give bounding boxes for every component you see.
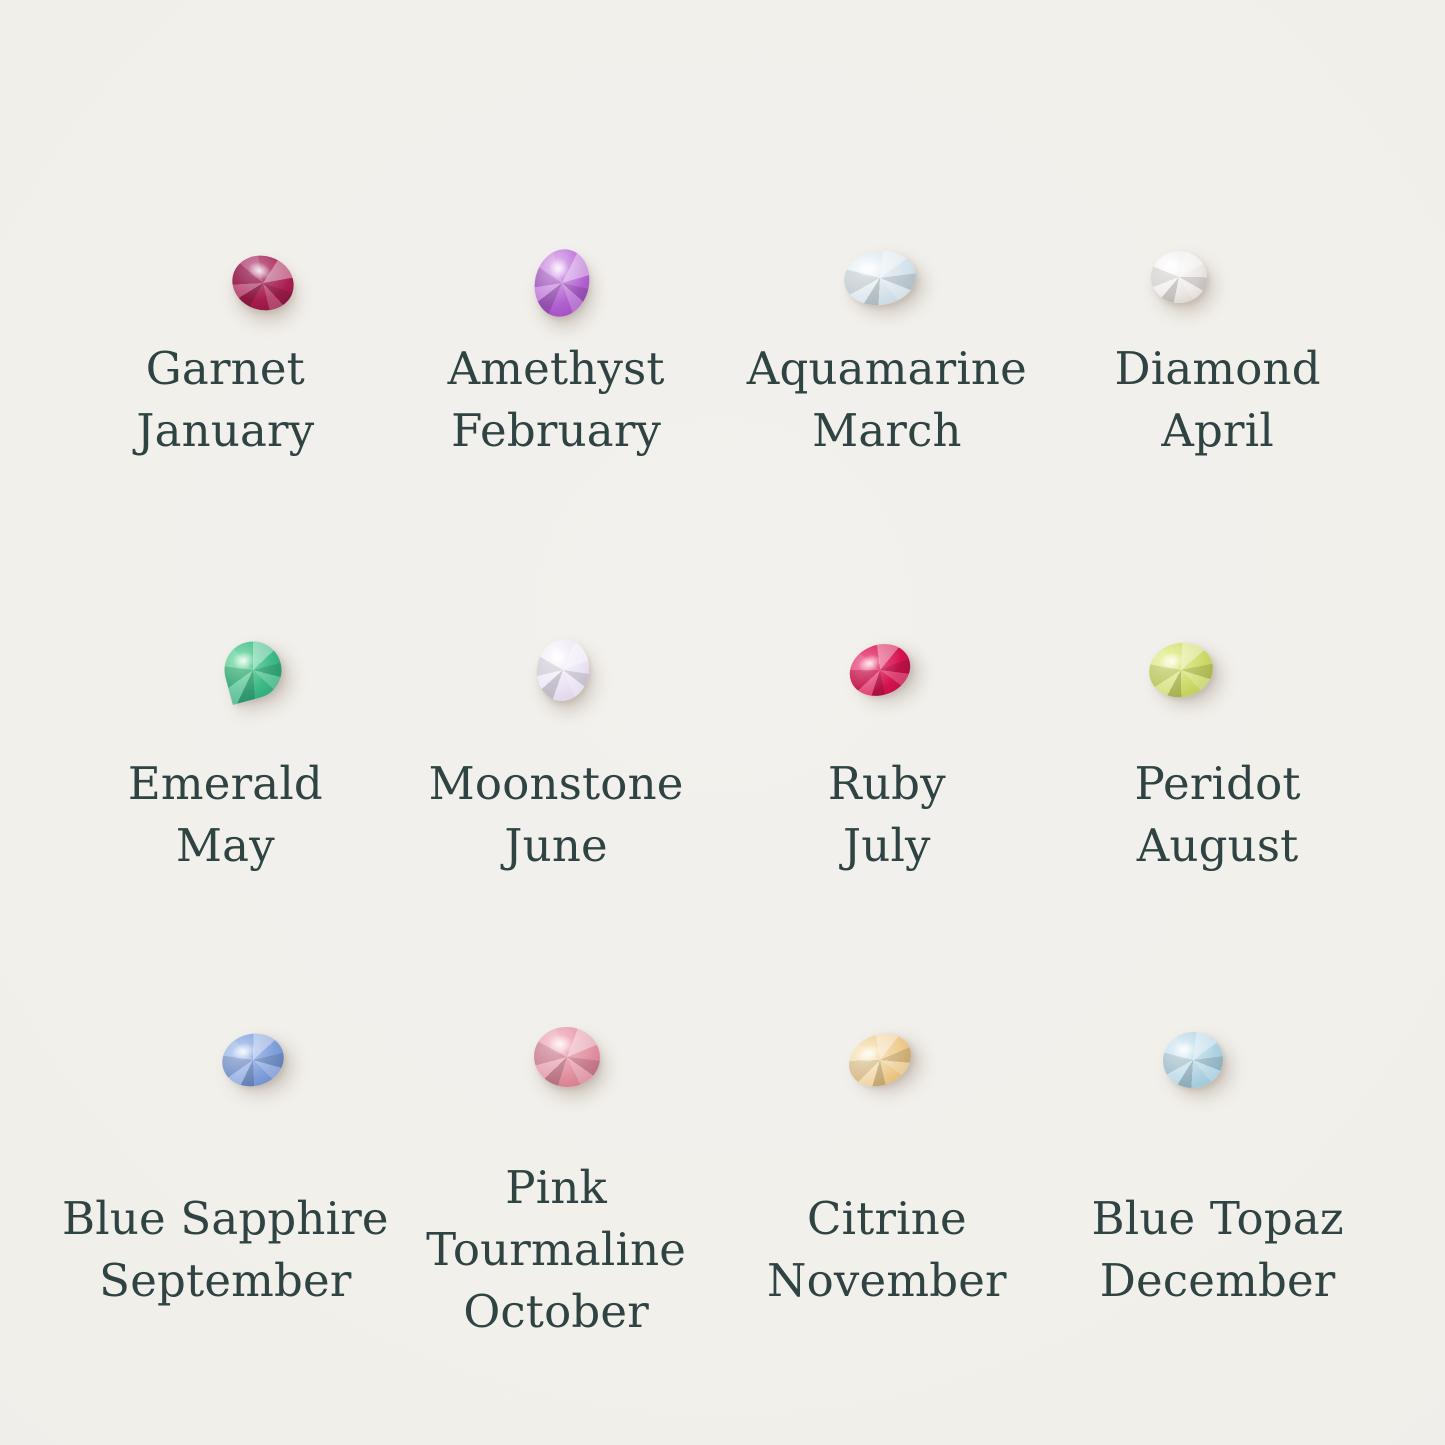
stone-name: Ruby — [827, 757, 946, 810]
aquamarine-gem-image — [840, 246, 919, 309]
blue-topaz-label — [1045, 1188, 1390, 1312]
emerald-label — [53, 753, 398, 877]
stone-month: April — [1161, 404, 1274, 457]
stone-month: October — [463, 1285, 649, 1338]
pink-tourmaline-gem-image — [531, 1024, 603, 1091]
stone-name: Diamond — [1114, 342, 1321, 395]
aquamarine-label — [714, 338, 1059, 462]
cell-aquamarine — [722, 0, 1053, 480]
cell-pink-tourmaline — [391, 945, 722, 1445]
cell-emerald — [60, 480, 391, 945]
row-jan-apr — [60, 0, 1383, 480]
stone-name: Moonstone — [428, 757, 684, 810]
garnet-label — [53, 338, 398, 462]
stone-month: December — [1099, 1254, 1336, 1307]
garnet-gem-image — [226, 248, 302, 319]
cell-blue-topaz — [1052, 945, 1383, 1445]
moonstone-gem-image — [533, 636, 593, 705]
blue-topaz-gem-image — [1159, 1028, 1226, 1092]
stone-month: November — [767, 1254, 1007, 1307]
peridot-gem-image — [1144, 637, 1218, 703]
row-sep-dec — [60, 945, 1383, 1445]
stone-month: July — [843, 819, 931, 872]
cell-moonstone — [391, 480, 722, 945]
ruby-label — [714, 753, 1059, 877]
stone-name: Emerald — [127, 757, 323, 810]
cell-garnet — [60, 0, 391, 480]
blue-sapphire-gem-image — [217, 1027, 290, 1092]
stone-month: September — [99, 1254, 352, 1307]
peridot-label — [1045, 753, 1390, 877]
cell-diamond — [1052, 0, 1383, 480]
ruby-gem-image — [842, 635, 918, 705]
diamond-gem-image — [1151, 251, 1207, 303]
stone-month: March — [812, 404, 962, 457]
stone-name: Blue Topaz — [1091, 1192, 1344, 1245]
amethyst-label — [384, 338, 729, 462]
stone-name: Citrine — [806, 1192, 967, 1245]
cell-ruby — [722, 480, 1053, 945]
blue-sapphire-label — [53, 1188, 398, 1312]
diamond-label — [1045, 338, 1390, 462]
row-may-aug — [60, 480, 1383, 945]
cell-peridot — [1052, 480, 1383, 945]
stone-month: January — [136, 404, 315, 457]
stone-name: Blue Sapphire — [61, 1192, 389, 1245]
stone-name: Garnet — [145, 342, 305, 395]
cell-blue-sapphire — [60, 945, 391, 1445]
moonstone-label — [384, 753, 729, 877]
amethyst-gem-image — [529, 244, 596, 322]
stone-name: Peridot — [1134, 757, 1301, 810]
citrine-gem-image — [840, 1024, 919, 1096]
stone-month: February — [451, 404, 662, 457]
pink-tourmaline-label — [384, 1157, 729, 1343]
stone-month: June — [504, 819, 608, 872]
stone-name: Amethyst — [447, 342, 665, 395]
emerald-gem-image — [218, 635, 288, 705]
cell-amethyst — [391, 0, 722, 480]
stone-name: Pink Tourmaline — [426, 1161, 687, 1276]
stone-name: Aquamarine — [746, 342, 1027, 395]
cell-citrine — [722, 945, 1053, 1445]
citrine-label — [714, 1188, 1059, 1312]
stone-month: May — [175, 819, 275, 872]
stone-month: August — [1136, 819, 1299, 872]
